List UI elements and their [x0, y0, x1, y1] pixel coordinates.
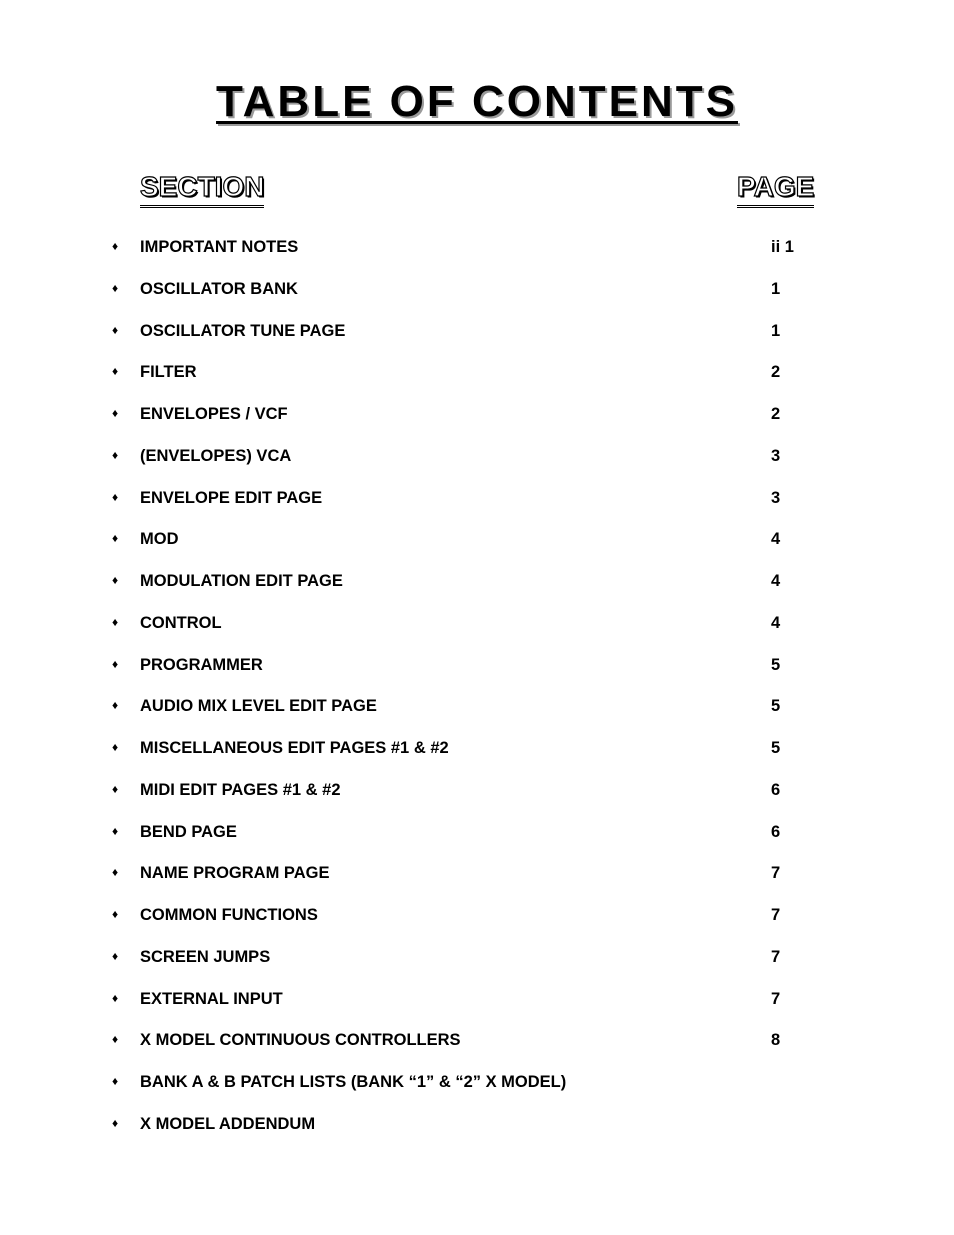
- toc-entry: [0, 560, 954, 602]
- toc-entry: [0, 644, 954, 686]
- toc-entry-page: 2: [771, 405, 781, 423]
- toc-entry: [0, 936, 954, 978]
- toc-entry: [0, 811, 954, 853]
- toc-entry-page: ii 1: [771, 238, 794, 256]
- toc-entry-label: EXTERNAL INPUT: [140, 989, 283, 1008]
- toc-entry-label: ENVELOPE EDIT PAGE: [140, 488, 323, 507]
- toc-entry: [0, 518, 954, 560]
- page-title-text: TABLE OF CONTENTS: [216, 77, 738, 126]
- diamond-bullet-icon: ♦: [112, 489, 119, 504]
- diamond-bullet-icon: ♦: [112, 698, 119, 713]
- toc-entry-page: 7: [771, 989, 781, 1008]
- toc-list: [0, 226, 954, 1145]
- toc-entry-label: CONTROL: [140, 613, 222, 632]
- toc-entry-label: (ENVELOPES) VCA: [140, 446, 292, 465]
- toc-entry-page: 4: [771, 613, 781, 632]
- diamond-bullet-icon: ♦: [112, 1032, 119, 1047]
- toc-entry-label: BEND PAGE: [140, 822, 237, 841]
- toc-entry-page: 3: [771, 446, 781, 465]
- toc-entry-page: 6: [771, 822, 781, 841]
- toc-entry-label: X MODEL ADDENDUM: [140, 1114, 316, 1133]
- toc-entry: [0, 852, 954, 894]
- toc-entry-page: 5: [771, 739, 781, 757]
- diamond-bullet-icon: ♦: [112, 1074, 119, 1088]
- diamond-bullet-icon: ♦: [112, 573, 119, 587]
- toc-entry: [0, 685, 954, 727]
- toc-entry-label: SCREEN JUMPS: [140, 947, 271, 966]
- toc-entry-page: 1: [771, 279, 781, 298]
- toc-entry-page: 2: [771, 363, 781, 382]
- toc-entry: [0, 310, 954, 352]
- toc-entry: [0, 769, 954, 811]
- toc-entry: [0, 1061, 954, 1103]
- toc-entry-label: ENVELOPES / VCF: [140, 405, 288, 423]
- toc-entry-page: 5: [771, 697, 781, 716]
- toc-entry-page: 1: [771, 321, 781, 340]
- toc-entry-page: 7: [771, 864, 781, 883]
- toc-entry: [0, 393, 954, 435]
- diamond-bullet-icon: ♦: [112, 656, 119, 671]
- toc-entry-label: MIDI EDIT PAGES #1 & #2: [140, 780, 341, 799]
- diamond-bullet-icon: ♦: [112, 823, 119, 838]
- toc-entry: [0, 268, 954, 310]
- section-column-header: SECTION: [140, 170, 264, 208]
- diamond-bullet-icon: ♦: [112, 907, 119, 921]
- toc-entry-label: FILTER: [140, 363, 197, 382]
- toc-entry: [0, 1103, 954, 1145]
- toc-entry-page: 4: [771, 530, 781, 549]
- toc-entry-label: MOD: [140, 530, 179, 549]
- toc-entry-label: MISCELLANEOUS EDIT PAGES #1 & #2: [140, 739, 449, 757]
- toc-entry-label: MODULATION EDIT PAGE: [140, 572, 343, 590]
- toc-entry: [0, 435, 954, 477]
- toc-entry: [0, 727, 954, 769]
- diamond-bullet-icon: ♦: [112, 322, 119, 337]
- diamond-bullet-icon: ♦: [112, 740, 119, 754]
- toc-entry-label: NAME PROGRAM PAGE: [140, 864, 330, 883]
- toc-entry-label: OSCILLATOR TUNE PAGE: [140, 321, 346, 340]
- toc-entry: [0, 226, 954, 268]
- diamond-bullet-icon: ♦: [112, 531, 119, 546]
- diamond-bullet-icon: ♦: [112, 1115, 119, 1130]
- toc-entry: [0, 351, 954, 393]
- toc-entry-label: AUDIO MIX LEVEL EDIT PAGE: [140, 697, 377, 716]
- diamond-bullet-icon: ♦: [112, 948, 119, 963]
- diamond-bullet-icon: ♦: [112, 364, 119, 379]
- diamond-bullet-icon: ♦: [112, 239, 119, 253]
- diamond-bullet-icon: ♦: [112, 781, 119, 796]
- page-column-header: PAGE: [737, 170, 814, 208]
- toc-entry-page: 6: [771, 780, 781, 799]
- toc-entry-label: PROGRAMMER: [140, 655, 263, 674]
- toc-entry: [0, 602, 954, 644]
- toc-entry-label: BANK A & B PATCH LISTS (BANK “1” & “2” X MODEL): [140, 1073, 567, 1091]
- toc-entry: [0, 1019, 954, 1061]
- diamond-bullet-icon: ♦: [112, 990, 119, 1005]
- toc-entry-page: 7: [771, 947, 781, 966]
- toc-entry-label: IMPORTANT NOTES: [140, 238, 299, 256]
- diamond-bullet-icon: ♦: [112, 406, 119, 420]
- toc-entry-label: COMMON FUNCTIONS: [140, 906, 318, 924]
- diamond-bullet-icon: ♦: [112, 865, 119, 880]
- toc-entry-label: X MODEL CONTINUOUS CONTROLLERS: [140, 1031, 461, 1050]
- toc-entry-page: 7: [771, 906, 781, 924]
- diamond-bullet-icon: ♦: [112, 614, 119, 629]
- toc-entry-page: 8: [771, 1031, 781, 1050]
- toc-entry-page: 5: [771, 655, 781, 674]
- toc-entry: [0, 978, 954, 1020]
- page-title: [0, 76, 954, 128]
- toc-entry-page: 4: [771, 572, 781, 590]
- diamond-bullet-icon: ♦: [112, 280, 119, 295]
- toc-entry-page: 3: [771, 488, 781, 507]
- toc-entry-label: OSCILLATOR BANK: [140, 279, 298, 298]
- diamond-bullet-icon: ♦: [112, 447, 119, 462]
- toc-entry: [0, 894, 954, 936]
- toc-entry: [0, 477, 954, 519]
